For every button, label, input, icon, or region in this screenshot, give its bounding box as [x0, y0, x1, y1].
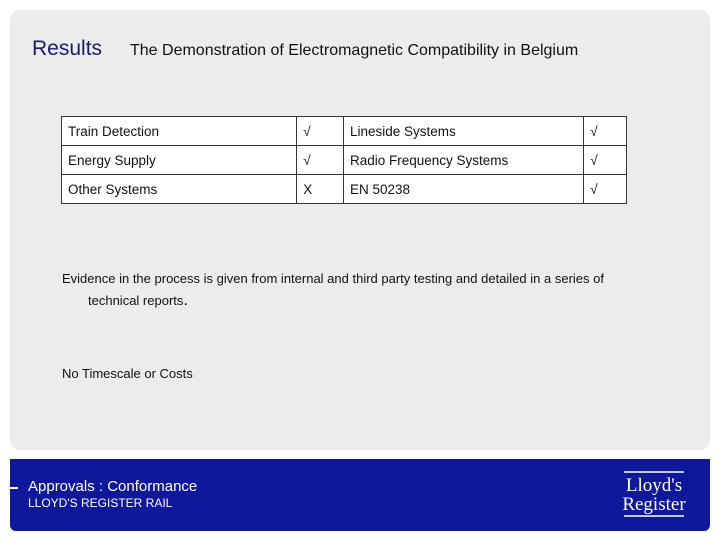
footer-title: Approvals : Conformance: [28, 478, 198, 495]
check-item: EN 50238: [343, 175, 583, 204]
evidence-paragraph: [62, 268, 662, 311]
check-item: Train Detection: [62, 117, 297, 146]
check-mark: √: [297, 117, 344, 146]
section-title: Results: [32, 37, 103, 60]
lloyds-register-logo: [618, 470, 690, 520]
check-item: Lineside Systems: [343, 117, 583, 146]
check-item: Other Systems: [62, 175, 297, 204]
table-row: [62, 117, 627, 146]
check-mark: √: [584, 117, 627, 146]
table-row: [62, 146, 627, 175]
page-title: The Demonstration of Electromagnetic Compatibility in Belgium: [130, 42, 579, 59]
evidence-line-2-text: technical reports: [88, 293, 184, 308]
evidence-line-1: Evidence in the process is given from internal and third party testing and detailed in a series of: [62, 271, 604, 286]
footer-bar: [10, 459, 710, 531]
check-mark: √: [297, 146, 344, 175]
check-mark: X: [297, 175, 344, 204]
evidence-line-2: [62, 289, 662, 311]
table-row: [62, 175, 627, 204]
content-panel: [10, 10, 710, 450]
logo-text-bottom: Register: [622, 494, 686, 515]
check-item: Energy Supply: [62, 146, 297, 175]
check-item: Radio Frequency Systems: [343, 146, 583, 175]
compatibility-checklist-table: [61, 116, 627, 204]
evidence-period: .: [183, 290, 189, 309]
logo-text-top: Lloyd's: [625, 475, 683, 496]
timescale-note: No Timescale or Costs: [62, 366, 193, 381]
footer-divider-tick: [0, 487, 18, 489]
footer-subtitle: LLOYD'S REGISTER RAIL: [28, 496, 173, 510]
check-mark: √: [584, 175, 627, 204]
check-mark: √: [584, 146, 627, 175]
